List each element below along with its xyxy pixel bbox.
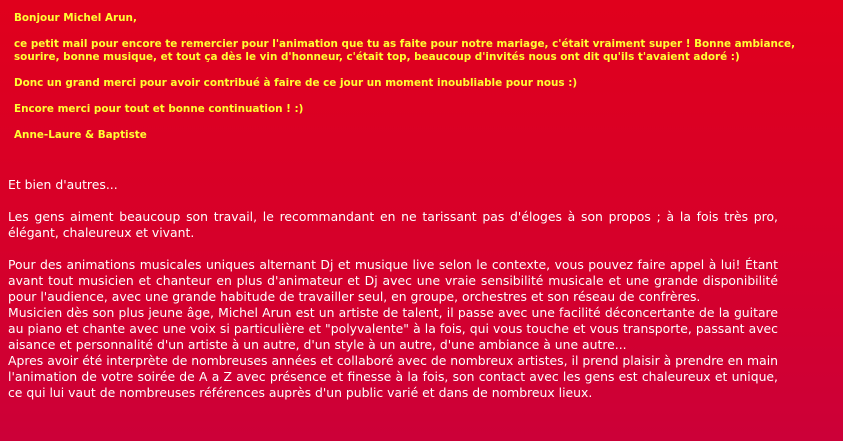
description-block — [8, 257, 778, 401]
testimonial-paragraph: ce petit mail pour encore te remercier pour l'animation que tu as faite pour notre mariage, c'était vraiment super ! Bonne ambiance, sourire, bonne musique, et tout ça dès le vin d'honneur, c'était top, beaucoup d'invités nous ont dit qu'ils t'avaient adoré :) — [14, 38, 796, 63]
testimonial-greeting: Bonjour Michel Arun, — [14, 12, 137, 24]
description-paragraph: Pour des animations musicales uniques alternant Dj et musique live selon le contexte, vous pouvez faire appel à lui! Étant avant tout musicien et chanteur en plus d'animateur et Dj avec une vraie sensibilité musicale et une grande disponibilité pour l'audience, avec une grande habitude de travailler seul, en groupe, orchestres et son réseau de confrères. — [8, 257, 778, 304]
main-content — [8, 177, 778, 401]
description-paragraph: Musicien dès son plus jeune âge, Michel Arun est un artiste de talent, il passe avec une facilité déconcertante de la guitare au piano et chante avec une voix si particulière et "polyvalente" à la fois, qui vous touche et vous transporte, passant avec aisance et personnalité d'un artiste à un autre, d'un style à un autre, d'une ambiance à une autre... — [8, 305, 778, 352]
testimonial-paragraph: Donc un grand merci pour avoir contribué à faire de ce jour un moment inoubliable pour nous :) — [14, 77, 578, 89]
testimonial-block — [14, 12, 836, 155]
description-paragraph: Apres avoir été interprète de nombreuses années et collaboré avec de nombreux artistes, il prend plaisir à prendre en main l'animation de votre soirée de A a Z avec présence et finesse à la fois, son contact avec les gens est chaleureux et unique, ce qui lui vaut de nombreuses références auprès d'un public varié et dans de nombreux lieux. — [8, 353, 778, 400]
praise-text: Les gens aiment beaucoup son travail, le recommandant en ne tarissant pas d'éloges à son propos ; à la fois très pro, élégant, chaleureux et vivant. — [8, 209, 778, 240]
testimonial-signature: Anne-Laure & Baptiste — [14, 129, 147, 141]
testimonial-paragraph: Encore merci pour tout et bonne continuation ! :) — [14, 103, 304, 115]
intro-text: Et bien d'autres... — [8, 177, 118, 192]
